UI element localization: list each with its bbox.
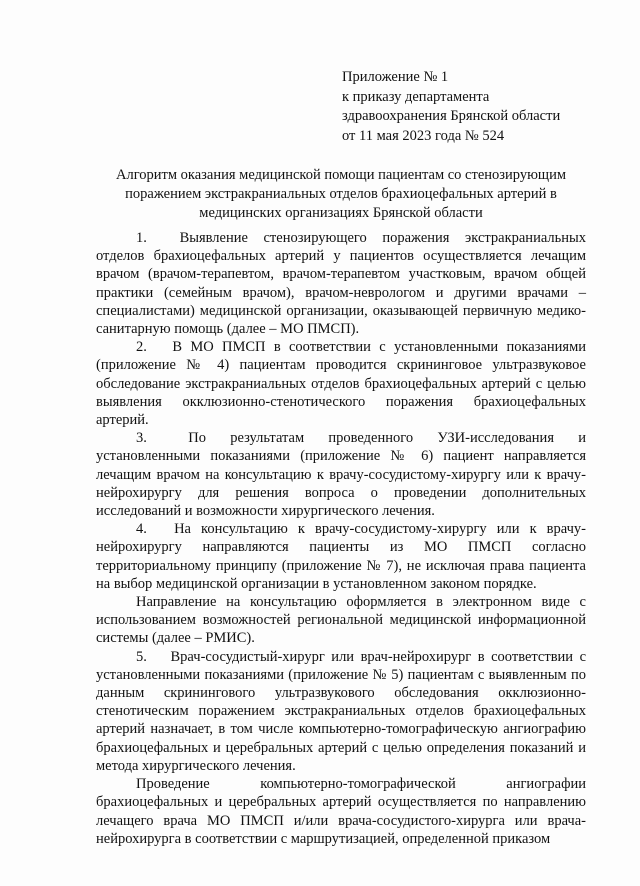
paragraph-number: 3. (136, 430, 147, 447)
paragraph-5-continuation (96, 775, 586, 848)
paragraph-3 (96, 429, 586, 520)
title-line: Алгоритм оказания медицинской помощи пациентам со стенозирующим (115, 167, 567, 183)
appendix-line: от 11 мая 2023 года № 524 (342, 127, 505, 144)
paragraph-number: 1. (136, 230, 147, 246)
paragraph-text: Направление на консультацию оформляется в электронном виде с использованием возможностей региональной медицинской информационной системы (далее – РМИС). (96, 594, 586, 647)
appendix-line: здравоохранения Брянской области (342, 108, 561, 124)
paragraph-4 (96, 520, 586, 593)
paragraph-text: На консультацию к врачу-сосудистому-хирургу или к врачу-нейрохирургу направляются пациенты из МО ПМСП согласно территориальному принципу (приложение № 7), не исключая права пациента на выбор медицинской организации в установленном законом порядке. (96, 521, 587, 592)
paragraph-text: По результатам проведенного УЗИ-исследования и установленными показаниями (приложение № 6) пациент направляется лечащим врачом на консультацию к врачу-сосудистому-хирургу или к врачу-нейрохирургу для решения вопроса о проведении дополнительных исследований и возможности хирургического лечения. (96, 430, 586, 520)
title-line: медицинских организациях Брянской области (199, 205, 483, 221)
paragraph-number: 5. (136, 648, 147, 665)
paragraph-number: 4. (136, 521, 147, 538)
document-title (96, 166, 586, 223)
appendix-line: Приложение № 1 (342, 69, 449, 85)
paragraph-5 (96, 648, 586, 775)
paragraph-1 (96, 229, 586, 338)
paragraph-2 (96, 338, 586, 429)
paragraph-4-continuation (96, 593, 586, 648)
appendix-line: к приказу департамента (342, 88, 490, 105)
paragraph-text: Проведение компьютерно-томографической ангиографии брахиоцефальных и церебральных артерий осуществляется по направлению лечащего врача МО ПМСП и/или врача-сосудистого-хирурга или врача-нейрохирурга в соответствии с маршрутизацией, определенной приказом (96, 776, 586, 847)
title-line: поражением экстракраниальных отделов брахиоцефальных артерий в (125, 186, 557, 202)
paragraph-text: Врач-сосудистый-хирург или врач-нейрохирург в соответствии с установленными показаниями (приложение № 5) пациентам с выявленным по данным скринингового ультразвукового обследования окклюзионно-стенотическим поражением экстракраниальных отделов брахиоцефальных артерий назначает, в том числе компьютерно-томографическую ангиографию брахиоцефальных и церебральных артерий с целью определения показаний и метода хирургического лечения. (96, 648, 587, 774)
paragraph-number: 2. (136, 339, 147, 356)
document-body (96, 229, 586, 848)
paragraph-text: Выявление стенозирующего поражения экстракраниальных отделов брахиоцефальных артерий у пациентов осуществляется лечащим врачом (врачом-терапевтом, врачом-терапевтом участковым, врачом общей практики (семейным врачом), врачом-неврологом и другими врачами – специалистами) медицинской организации, оказывающей первичную медико-санитарную помощь (далее – МО ПМСП). (96, 230, 586, 338)
paragraph-text: В МО ПМСП в соответствии с установленными показаниями (приложение № 4) пациентам проводится скрининговое ультразвуковое обследование экстракраниальных отделов брахиоцефальных артерий с целью выявления окклюзионно-стенотического поражения брахиоцефальных артерий. (96, 339, 587, 429)
appendix-header (342, 68, 612, 146)
